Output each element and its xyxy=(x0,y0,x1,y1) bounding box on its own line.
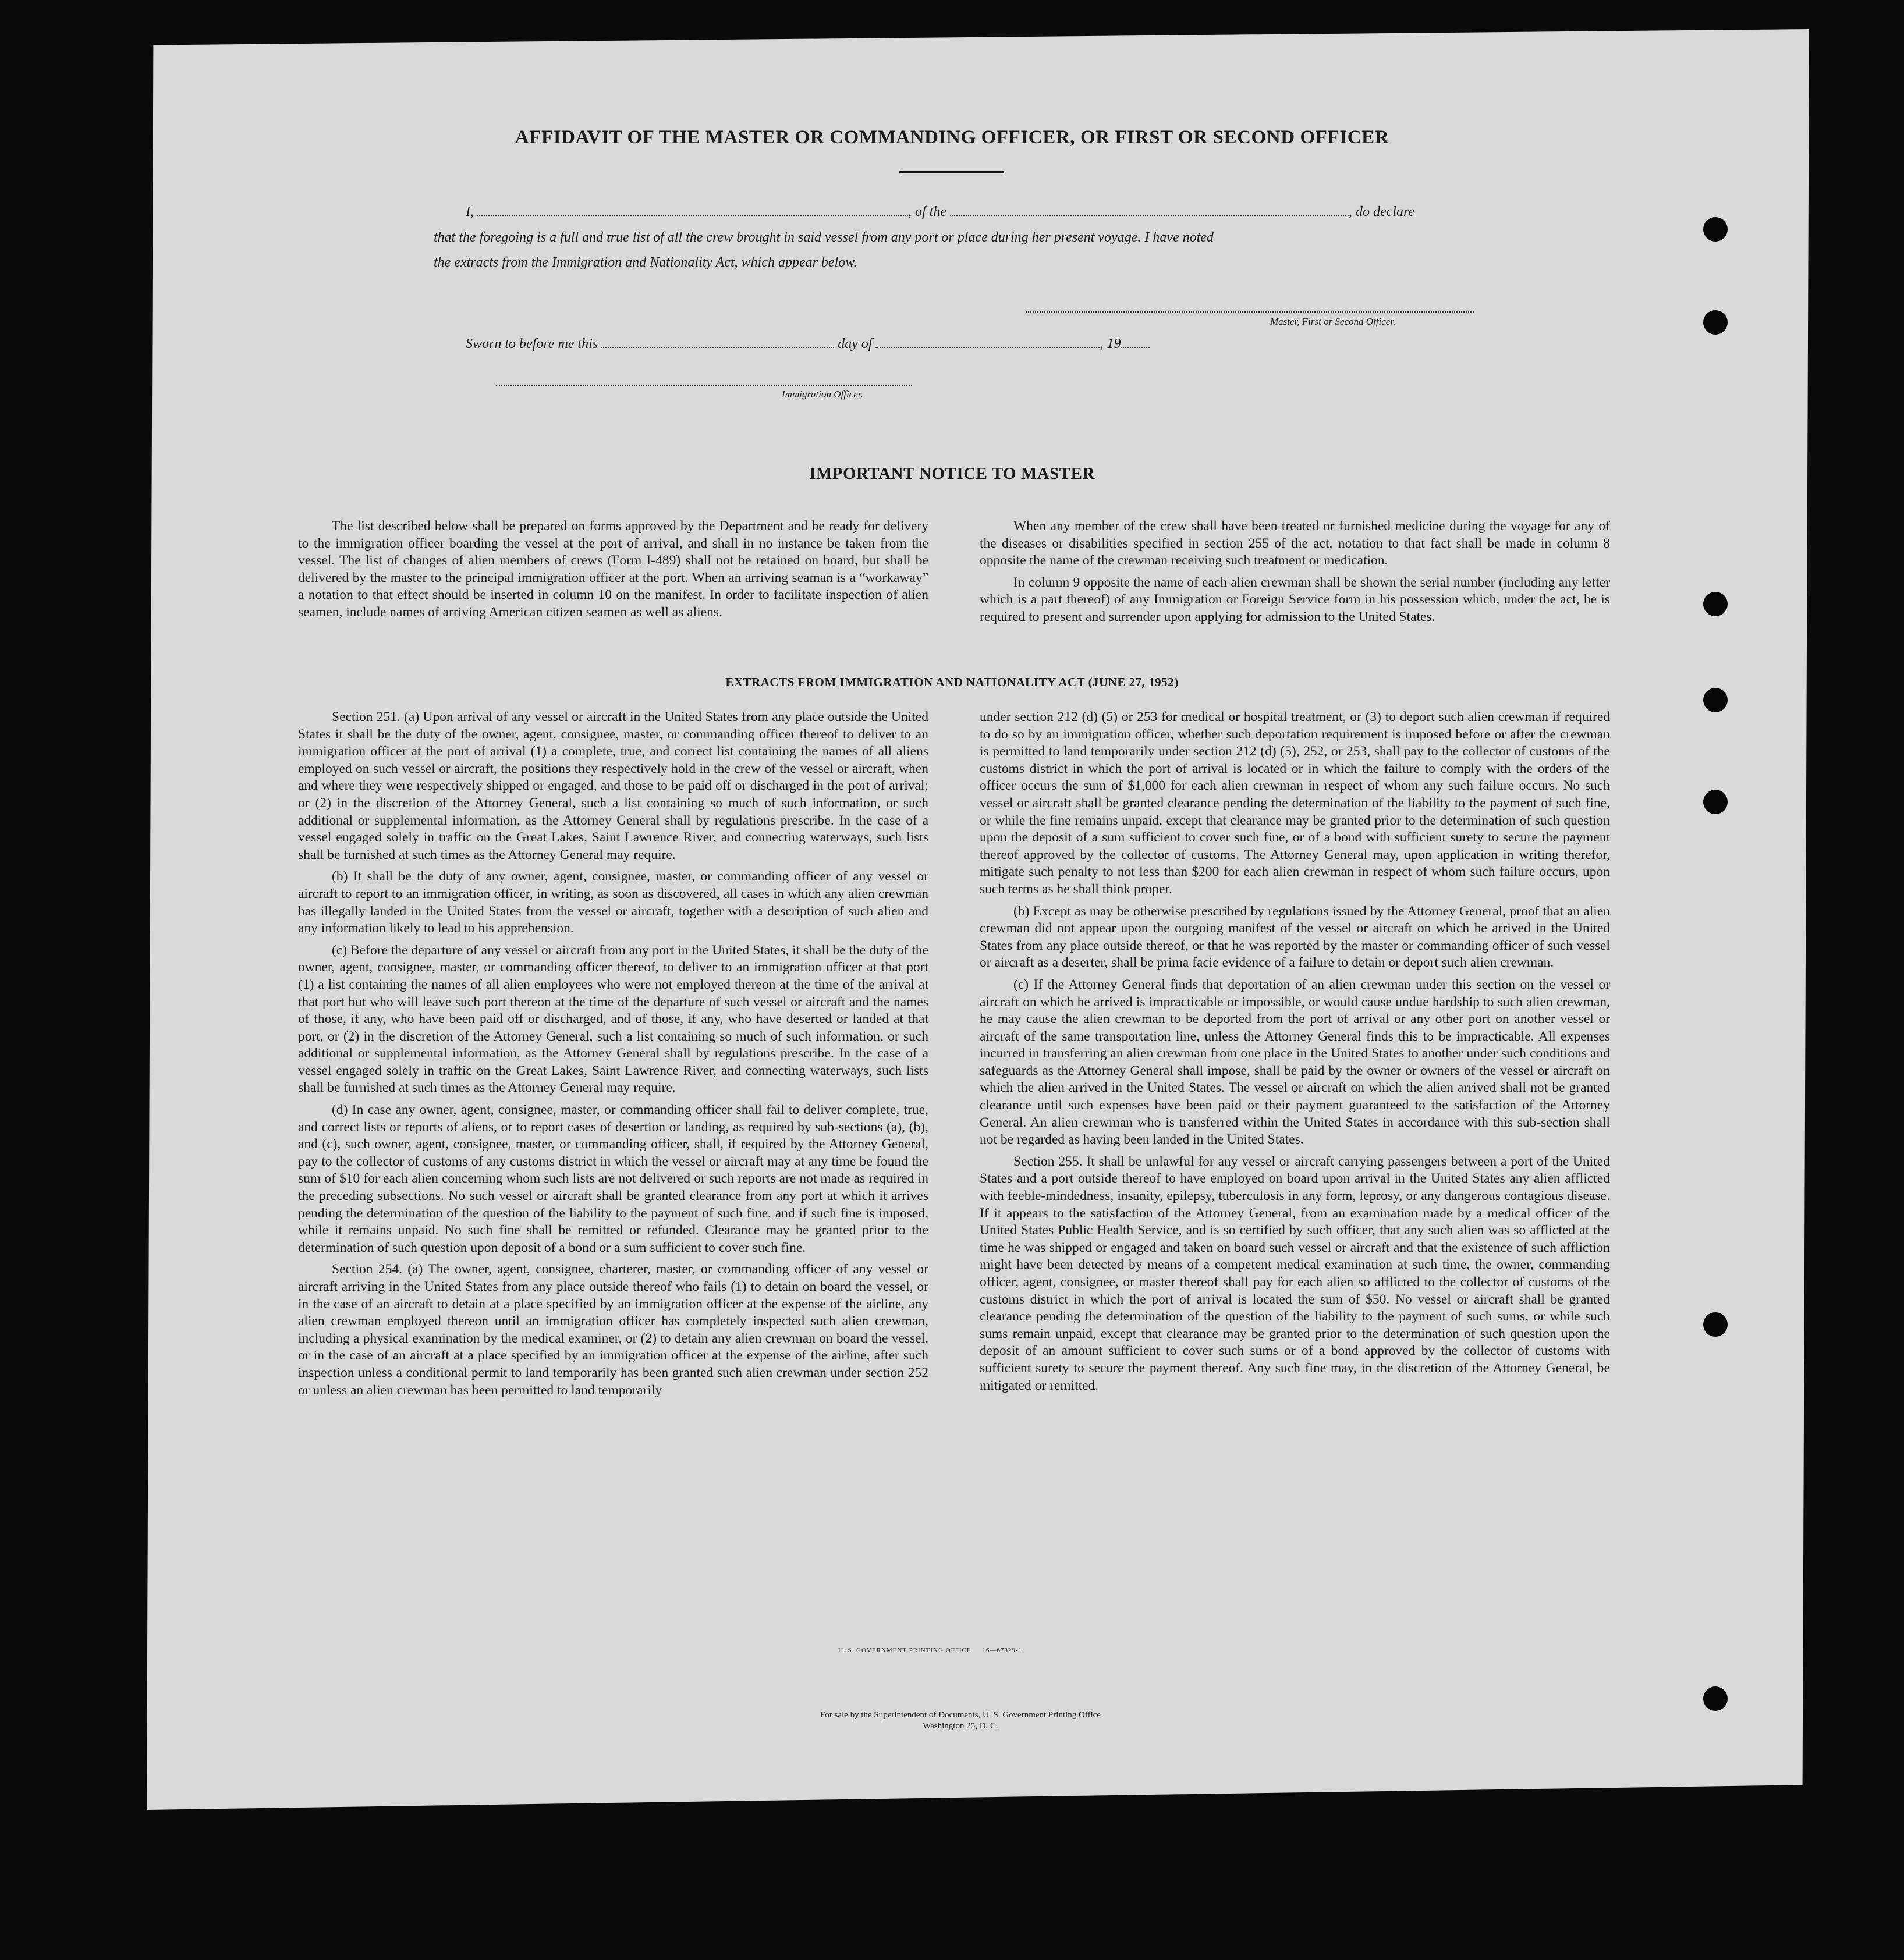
punch-hole xyxy=(1703,310,1728,335)
section-254-a: Section 254. (a) The owner, agent, consignee, charterer, master, or commanding officer of any vessel or aircraft arriving in the United States from any place outside thereof who fails (1) to detain on board the vessel, or in the case of an aircraft to detain at a place specified by an immigration officer at the expense of the airline, any alien crewman employed thereon until an immigration officer has completely inspected such alien crewman, including a physical examination by the medical examiner, or (2) to detain any alien crewman on board the vessel, or in the case of an aircraft at a place specified by an immigration officer at the expense of the airline, after such inspection unless a conditional permit to land temporarily has been granted such alien crewman under section 252 or unless an alien crewman has been permitted to land temporarily xyxy=(298,1262,928,1398)
day-of-label: day of xyxy=(838,336,873,351)
of-the-label: , of the xyxy=(908,204,946,219)
immigration-officer-signature-line[interactable] xyxy=(496,385,912,386)
section-254-b: (b) Except as may be otherwise prescribed by regulations issued by the Attorney General, proof that an alien crewman did not appear upon the outgoing manifest of the vessel or aircraft on which he arrived in the United States from any place outside thereof, or that he was reported by the master or commanding officer of such vessel or aircraft as a deserter, shall be prima facie evidence of a failure to detain or deport such alien crewman. xyxy=(980,903,1610,971)
extracts-right-column xyxy=(980,709,1610,1399)
punch-hole xyxy=(1703,790,1728,814)
sale-line-1: For sale by the Superintendent of Documents, U. S. Government Printing Office xyxy=(820,1710,1101,1720)
section-254-a-continued: under section 212 (d) (5) or 253 for medical or hospital treatment, or (3) to deport such alien crewman if required to do so by an immigration officer, whether such deportation requirement is imposed before or after the crewman is permitted to land temporarily under section 212 (d) (5), 252, or 253, shall pay to the collector of customs of the customs district in which the port of arrival is located or in which the failure to comply with the orders of the officer occurs the sum of $1,000 for each alien crewman in respect of whom any such failure occurs. No such vessel or aircraft shall be granted clearance pending the determination of the liability to the payment of such fine, or while the fine remains unpaid, except that clearance may be granted prior to the determination of such question upon the deposit of a sum sufficient to cover such fine, or of a bond with sufficient surety to secure the payment thereof approved by the collector of customs. The Attorney General may, upon application in writing therefor, mitigate such penalty to not less than $200 for each alien crewman in respect of whom such failure occurs, upon such terms as he shall think proper. xyxy=(980,709,1610,897)
section-254-c: (c) If the Attorney General finds that deportation of an alien crewman under this section on the vessel or aircraft on which he arrived is impracticable or impossible, or would cause undue hardship to such alien crewman, he may cause the alien crewman to be deported from the port of arrival or any other port on another vessel or aircraft of the same transportation line, unless the Attorney General finds this to be impracticable. All expenses incurred in transferring an alien crewman from one place in the United States to another under such conditions and safeguards as the Attorney General shall impose, shall be paid by the owner or owners of the vessel or aircraft on which the alien arrived in the United States. The vessel or aircraft on which the alien arrived shall not be granted clearance until such expenses have been paid or their payment guaranteed to the satisfaction of the Attorney General. An alien crewman who is transferred within the United States in accordance with this sub-section shall not be regarded as having been landed in the United States. xyxy=(980,977,1610,1148)
extracts-title: EXTRACTS FROM IMMIGRATION AND NATIONALITY ACT (JUNE 27, 1952) xyxy=(725,675,1179,689)
section-251-b: (b) It shall be the duty of any owner, agent, consignee, master, or commanding officer of any vessel or aircraft to report to an immigration officer, in writing, as soon as discovered, all cases in which any alien crewman has illegally landed in the United States from the vessel or aircraft, together with a description of such alien and any information likely to lead to his apprehension. xyxy=(298,869,928,936)
punch-hole xyxy=(1703,1312,1728,1337)
i-label: I, xyxy=(466,204,474,219)
sworn-day-field[interactable] xyxy=(601,336,834,348)
title-underline xyxy=(899,171,1004,173)
section-251-c: (c) Before the departure of any vessel or aircraft from any port in the United States, it shall be the duty of the owner, agent, consignee, master, or commanding officer thereof, to deliver to an immigration officer at that port (1) a list containing the names of all alien employees who were not employed thereon at the time of the arrival at that port but who will leave such port thereon at the time of the departure of such vessel or aircraft and the names of those, if any, who have been paid off or discharged, and of those, if any, who have deserted or landed at that port, or (2) in the discretion of the Attorney General, such a list containing so much of such information, or such additional or supplemental information, as the Attorney General shall by regulations prescribe. In the case of a vessel engaged solely in traffic on the Great Lakes, Saint Lawrence River, and connecting waterways, such lists shall be furnished at such times as the Attorney General may require. xyxy=(298,942,928,1096)
declaration-line-2: that the foregoing is a full and true list of all the crew brought in said vessel from any port or place during her present voyage. I have noted xyxy=(434,230,1214,245)
punch-hole xyxy=(1703,688,1728,712)
declaration-line-3: the extracts from the Immigration and Nationality Act, which appear below. xyxy=(434,255,857,270)
year-label: , 19 xyxy=(1100,336,1121,351)
notice-right-paragraph-2: In column 9 opposite the name of each alien crewman shall be shown the serial number (including any letter which is a part thereof) of any Immigration or Foreign Service form in his possession which, under the act, he is required to present and surrender upon applying for admission to the United States. xyxy=(980,574,1610,624)
section-255: Section 255. It shall be unlawful for any vessel or aircraft carrying passengers between a port of the United States and a port outside thereof to have employed on board upon arrival in the United States any alien afflicted with feeble-mindedness, insanity, epilepsy, tuberculosis in any form, leprosy, or any dangerous contagious disease. If it appears to the satisfaction of the Attorney General, from an examination made by a medical officer of the United States Public Health Service, and is so certified by such officer, that any such alien was so afflicted at the time he was shipped or engaged and taken on board such vessel or aircraft and that the existence of such affliction might have been detected by means of a competent medical examination at such time, the owner, commanding officer, agent, consignee, or master thereof shall pay for each alien so afflicted to the collector of customs of the customs district in which the port of arrival is located the sum of $50. No vessel or aircraft shall be granted clearance pending the determination of the question of the liability to the payment of such sums, or while such sums remain unpaid, except that clearance may be granted prior to the determination of such question upon the deposit of an amount sufficient to cover such sums or of a bond approved by the collector of customs with sufficient surety to secure the payment thereof. Any such fine may, in the discretion of the Attorney General, be mitigated or remitted. xyxy=(980,1153,1610,1393)
notice-right-column xyxy=(980,518,1610,631)
immigration-officer-caption: Immigration Officer. xyxy=(782,389,863,400)
do-declare-label: , do declare xyxy=(1349,204,1415,219)
punch-hole xyxy=(1703,592,1728,616)
vessel-field[interactable] xyxy=(950,204,1349,216)
notice-title: IMPORTANT NOTICE TO MASTER xyxy=(809,464,1095,483)
master-signature-line[interactable] xyxy=(1026,311,1474,313)
notice-right-paragraph-1: When any member of the crew shall have been treated or furnished medicine during the voyage for any of the diseases or disabilities specified in section 255 of the act, notation to that fact shall be made in column 8 opposite the name of the crewman receiving such treatment or medication. xyxy=(980,519,1610,569)
notice-left-paragraph: The list described below shall be prepared on forms approved by the Department and be ready for delivery to the immigration officer boarding the vessel at the port of arrival, and shall in no instance be taken from the vessel. The list of changes of alien members of crews (Form I-489) shall not be retained on board, but shall be delivered by the master to the principal immigration officer at the port. When an arriving seaman is a “workaway” a notation to that effect should be inserted in column 10 on the manifest. In order to facilitate inspection of alien seamen, include names of arriving American citizen seamen as well as aliens. xyxy=(298,519,928,620)
section-251-d: (d) In case any owner, agent, consignee, master, or commanding officer shall fail to deliver complete, true, and correct lists or reports of aliens, or to report cases of desertion or landing, as required by sub-sections (a), (b), and (c), such owner, agent, consignee, master, or commanding officer, shall, if required by the Attorney General, pay to the collector of customs of any customs district in which the vessel or aircraft may at any time be found the sum of $10 for each alien concerning whom such lists are not delivered or such reports are not made as required in the preceding subsections. No such vessel or aircraft shall be granted clearance from any port at which it arrives pending the determination of the question of the liability to the payment of such fine, and if such fine is imposed, while it remains unpaid. No such fine shall be remitted or refunded. Clearance may be granted prior to the determination of such question upon deposit of a bond or a sum sufficient to cover such fine. xyxy=(298,1102,928,1255)
printing-office-imprint: U. S. GOVERNMENT PRINTING OFFICE 16—67829-1 xyxy=(838,1647,1023,1654)
declaration-line-1 xyxy=(466,204,1476,220)
sworn-label: Sworn to before me this xyxy=(466,336,598,351)
notice-left-column xyxy=(298,518,928,626)
affidavit-title: AFFIDAVIT OF THE MASTER OR COMMANDING OFFICER, OR FIRST OR SECOND OFFICER xyxy=(515,127,1389,148)
sworn-month-field[interactable] xyxy=(875,336,1100,348)
master-signature-caption: Master, First or Second Officer. xyxy=(1270,316,1396,327)
name-field[interactable] xyxy=(477,204,908,216)
punch-hole xyxy=(1703,217,1728,242)
section-251-a: Section 251. (a) Upon arrival of any vessel or aircraft in the United States from any place outside the United States it shall be the duty of the owner, agent, consignee, master, or commanding officer thereof to deliver to an immigration officer at the port of arrival (1) a complete, true, and correct list containing the names of all aliens employed on such vessel or aircraft, the positions they respectively hold in the crew of the vessel or aircraft, when and where they were respectively shipped or engaged, and those to be paid off or discharged in the port of arrival; or (2) in the discretion of the Attorney General, such a list containing so much of such information, or such additional or supplemental information, as the Attorney General shall by regulations prescribe. In the case of a vessel engaged solely in traffic on the Great Lakes, Saint Lawrence River, and connecting waterways, such lists shall be furnished at such times as the Attorney General may require. xyxy=(298,709,928,862)
sworn-year-field[interactable] xyxy=(1121,336,1150,348)
sworn-line xyxy=(466,336,1150,352)
extracts-left-column xyxy=(298,709,928,1404)
sale-line-2: Washington 25, D. C. xyxy=(923,1721,998,1731)
sale-notice xyxy=(699,1710,1222,1732)
punch-hole xyxy=(1703,1686,1728,1711)
